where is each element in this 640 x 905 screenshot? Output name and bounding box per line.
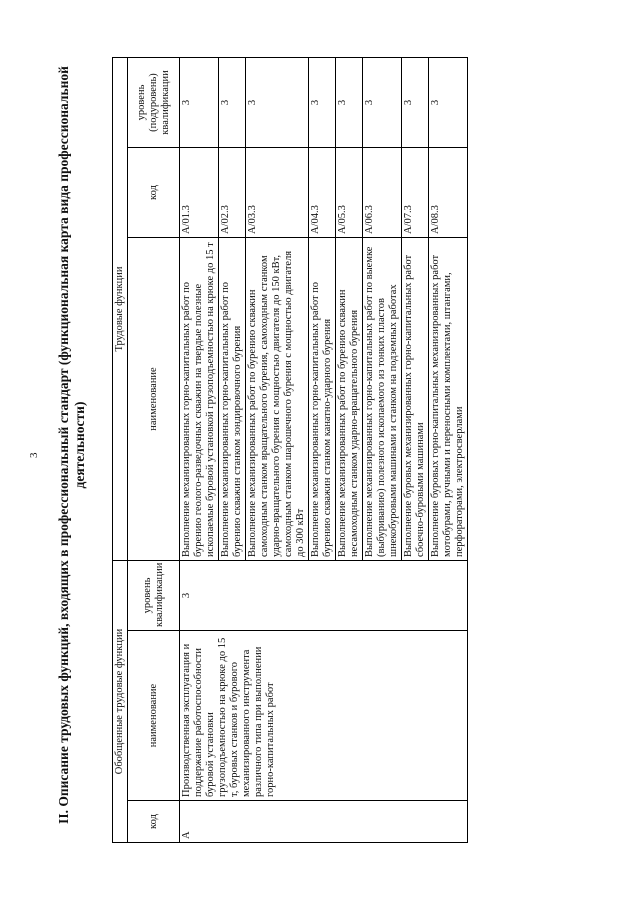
fn-level: 3 <box>219 57 246 147</box>
fn-name: Выполнение механизированных горно-капитальных работ по выемке (выбуриванию) полезного ископаемого из тонких пластов шнекобуровыми машинами и станком на подземных работах <box>363 238 402 561</box>
fn-level: 3 <box>429 57 468 147</box>
gen-level-header: уровень квалификации <box>128 561 180 631</box>
page-number: 3 <box>28 452 40 458</box>
table-row <box>180 57 219 842</box>
fn-level: 3 <box>246 57 309 147</box>
fn-code: A/01.3 <box>180 148 219 238</box>
fn-code-header: код <box>128 148 180 238</box>
fn-name: Выполнение механизированных горно-капитальных работ по бурению скважин станком зондировочного бурения <box>219 238 246 561</box>
gen-name-header: наименование <box>128 631 180 801</box>
fn-code: A/03.3 <box>246 148 309 238</box>
gen-name: Производственная эксплуатация и поддержание работоспособности буровой установки грузоподъемностью на крюке до 15 т, буровых станков и бурового механизированного инструмента различного типа при выполнении горно-капитальных работ <box>180 631 468 801</box>
fn-code: A/08.3 <box>429 148 468 238</box>
fn-name: Выполнение механизированных работ по бурению скважин самоходным станком вращательного бурения, самоходным станком ударно-вращательного бурения с мощностью двигателя до 150 кВт, самоходным станком шарошечного бурения с мощностью двигателя до 300 кВт <box>246 238 309 561</box>
fn-code: A/02.3 <box>219 148 246 238</box>
fn-level: 3 <box>363 57 402 147</box>
fn-level-header: уровень (подуровень) квалификации <box>128 57 180 147</box>
gen-code-header: код <box>128 801 180 843</box>
fn-level: 3 <box>402 57 429 147</box>
fn-name: Выполнение механизированных работ по бурению скважин несамоходным станком ударно-вращательного бурения <box>336 238 363 561</box>
fn-code: A/05.3 <box>336 148 363 238</box>
generalized-header: Обобщенные трудовые функции <box>113 561 128 843</box>
gen-code: A <box>180 801 468 843</box>
fn-name-header: наименование <box>128 238 180 561</box>
functions-header: Трудовые функции <box>113 57 128 560</box>
gen-level: 3 <box>180 561 468 631</box>
section-title: II. Описание трудовых функций, входящих в профессиональный стандарт (функциональная карта вида профессиональной деятельности) <box>56 66 87 824</box>
fn-name: Выполнение буровых горно-капитальных механизированных работ мотобурами, ручными и переносными комплектами, штангами, перфораторами, электросверлами <box>429 238 468 561</box>
fn-level: 3 <box>336 57 363 147</box>
fn-name: Выполнение механизированных горно-капитальных работ по бурению геолого-разведочных скважин на твердые полезные ископаемые буровой установкой грузоподъемностью на крюке до 15 т <box>180 238 219 561</box>
fn-level: 3 <box>180 57 219 147</box>
fn-code: A/04.3 <box>309 148 336 238</box>
functional-map-table <box>112 57 468 843</box>
fn-code: A/07.3 <box>402 148 429 238</box>
fn-code: A/06.3 <box>363 148 402 238</box>
fn-level: 3 <box>309 57 336 147</box>
fn-name: Выполнение буровых механизированных горно-капитальных работ сбоечно-буровыми машинами <box>402 238 429 561</box>
fn-name: Выполнение механизированных горно-капитальных работ по бурению скважин станком канатно-ударного бурения <box>309 238 336 561</box>
